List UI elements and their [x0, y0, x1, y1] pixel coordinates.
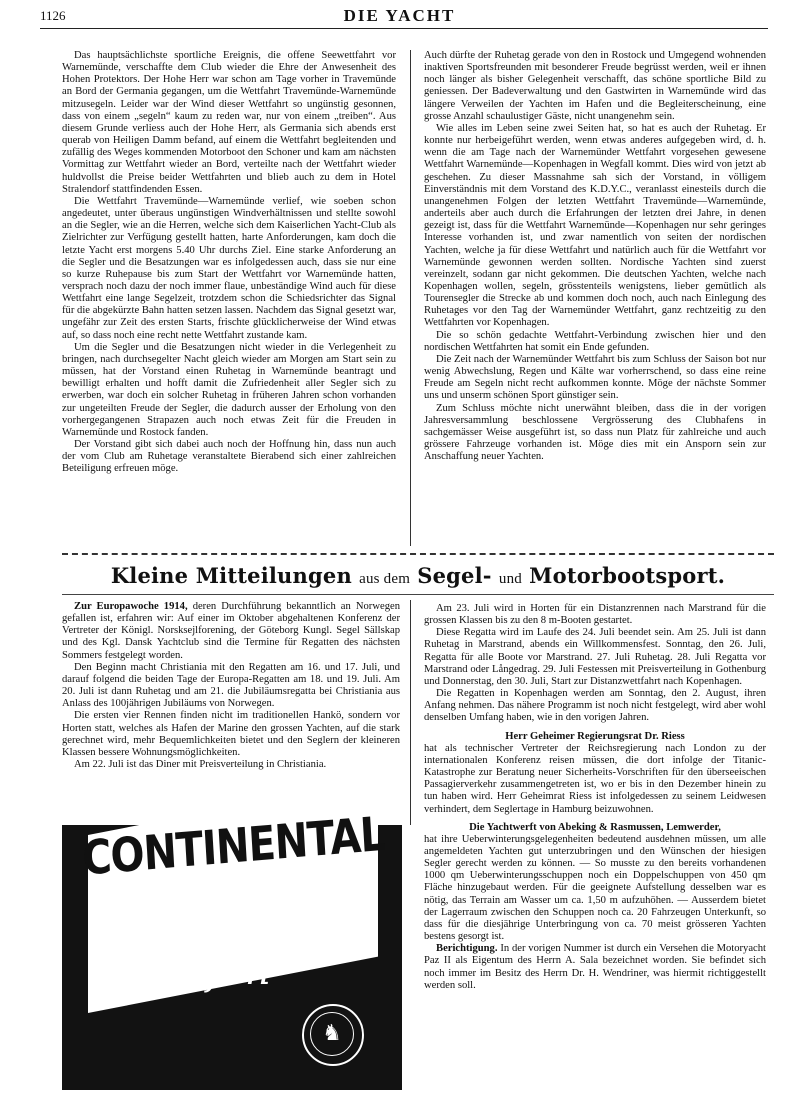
bottom-right-column [424, 603, 766, 992]
news-heading: Herr Geheimer Regierungsrat Dr. Riess [505, 730, 685, 742]
paragraph: Die Wettfahrt Travemünde—Warnemünde verlief, wie soeben schon angedeutet, unter überaus ungünstigen Windverhältnissen und stellte sowohl an die Segler, wie an die Herren, welche sich dem Kaiserlichen Yacht-Club als Zielrichter zur Verfügung gestellt hatten, harte Anforderungen, kam doch die letzte Yacht erst morgens 5.40 Uhr durchs Ziel. Eine starke Anforderung an die Segler und die Besatzungen war es infolgedessen auch, dass sie nur eine so kurze Ruhepause bis zum Start der Wettfahrt vor Warnemünde hatten, versprach noch dazu der noch immer flaue, unbeständige Wind auch für diese Wettfahrt eine lange Segelzeit, trotzdem schon die Schiedsrichter das Signal für die abgekürzte Bahn hatten setzen lassen. Nachdem das Signal gesetzt war, ungefähr zur Zeit des ersten Starts, frischte glücklicherweise der Wind etwas auf, so dass noch eine recht nette Wettfahrt zustande kam. [62, 195, 396, 341]
news-item [424, 943, 766, 992]
paragraph: Diese Regatta wird im Laufe des 24. Juli beendet sein. Am 25. Juli ist dann Ruhetag in Marstrand, abends ein Willkommensfest. Sonntag, den 26. Juli, Regatta für alle Boote vor Marstrand. 27. Juli Ruhetag. 28. Juli Regatta vor Marstrand oder Långedrag. 29. Juli Festessen mit Preisverteilung in Gothenburg und Donnerstag, den 30. Juli, Start zur Distanzwettfahrt nach Kopenhagen. [424, 627, 766, 687]
column-divider [410, 50, 411, 546]
news-heading: Die Yachtwerft von Abeking & Rasmussen, Lemwerder, [469, 821, 721, 833]
section-separator [62, 553, 774, 555]
header-rule [40, 28, 768, 29]
news-text: In der vorigen Nummer ist durch ein Versehen die Motoryacht Paz II als Eigentum des Herrn A. Sala bezeichnet worden. Sie befindet sich noch immer im Besitz des Herrn Dr. H. Wendriner, was hiermit richtiggestellt werden soll. [424, 943, 766, 991]
paragraph: Zum Schluss möchte nicht unerwähnt bleiben, dass die in der vorigen Jahresversammlung beschlossene Vergrösserung des Clubhafens in sachgemässer Weise ausgeführt ist, so dass nun Platz für zahlreiche und auch grössere Fahrzeuge vorhanden ist. Möge dies mit ein Ansporn sein zur Anschaffung neuer Yachten. [424, 402, 766, 463]
section-heading [62, 563, 774, 588]
paragraph: Um die Segler und die Besatzungen nicht wieder in die Verlegenheit zu bringen, nach durchsegelter Nacht gleich wieder am Morgen am Start sein zu müssen, hat der Vorstand einen Ruhetag in Warnemünde beantragt und bewilligt erhalten und hofft damit die Zufriedenheit aller Segler sich zu erwerben, war doch ein solcher Ruhetag in früheren Jahren schon vorhanden zur ungeteilten Freude der Segler, die dadurch ausser der Erholung von den vorhergegangenen Strapazen auch noch etwas Zeit für die Freuden in Warnemünde und Rostock fanden. [62, 341, 396, 438]
section-heading-part: Motorbootsport. [529, 563, 726, 588]
paragraph: Der Vorstand gibt sich dabei auch noch der Hoffnung hin, dass nun auch der vom Club am Ruhetage veranstaltete Bierabend sich einer zahlreichen Beteiligung erfreuen möge. [62, 439, 396, 475]
top-left-column [62, 50, 396, 475]
section-rule [62, 594, 774, 595]
news-text: hat als technischer Vertreter der Reichsregierung nach London zu der internationalen Konferenz reisen müssen, die dort infolge der Titanic-Katastrophe zur Beratung neuer Sicherheits-Vorschriften für den überseeischen Passagierverkehr zusammengetreten ist, wo er bis in den Dezember hinein zu tun haben wird. Herr Geheimrat Riess ist infolgedessen zu seinem Leidwesen verhindert, dem Seglertage in Hamburg beizuwohnen. [424, 742, 766, 815]
page-number: 1126 [40, 8, 66, 23]
column-divider [410, 600, 411, 825]
news-text: hat ihre Ueberwinterungsgelegenheiten bedeutend ausdehnen müssen, um alle angemeldeten Yachten gut unterzubringen und den Wünschen der hiesigen Segler gerecht werden zu können. — So musste zu den bereits vorhandenen 1000 qm Ueberwinterungsschuppen noch ein Doppelschuppen von 450 qm Fläche hinzugebaut werden. Für die geeignete Aufstellung desselben war es nötig, das Terrain am Wasser um ca. 1,50 m aufzuhöhen. — Ausserdem bietet der Lagerraum zwischen den Schuppen noch ca. 20 Fahrzeugen Unterkunft, so dass für die diesjährige Unterbringung von ca. 70 meist grösseren Yachten bestens gesorgt ist. [424, 833, 766, 943]
paragraph: Den Beginn macht Christiania mit den Regatten am 16. und 17. Juli, und darauf folgend die beiden Tage der Europa-Regatten am 18. und 19. Juli. Am 20. Juli ist dann Ruhetag und am 21. die Jubiläumsregatta bei Christiania aus Anlass des 100jährigen Jubiläums von Norwegen. [62, 661, 400, 710]
news-text: deren Durchführung bekanntlich an Norwegen gefallen ist, erfahren wir: Auf einer im Oktober abgehaltenen Konferenz der Vertreter der Königl. Norsksejlforening, der Göteborg Kungl. Segel Sällskap und des Kgl. Dansk Yachtclub sind die Termine für Regatten des nächsten Sommers festgelegt worden. [62, 601, 400, 661]
paragraph: Die Regatten in Kopenhagen werden am Sonntag, den 2. August, ihren Anfang nehmen. Das nähere Programm ist noch nicht festgelegt, wird aber wohl denselben Umfang haben, wie in den vorigen Jahren. [424, 688, 766, 724]
horse-icon: ♞ [310, 1012, 354, 1056]
paragraph: Die ersten vier Rennen finden nicht im traditionellen Hankö, sondern vor Horten statt, welches als Hafen der Marine den grossen Yachten, auf die stark gerechnet wird, mehr Bequemlichkeiten bietet und den Seglern der kleineren Klassen bessere Wohnungsmöglichkeiten. [62, 710, 400, 758]
news-lead: Zur Europawoche 1914, [74, 601, 188, 612]
top-right-column [424, 50, 766, 463]
ad-brand: CONTINENTAL [80, 807, 387, 887]
paragraph: Das hauptsächlichste sportliche Ereignis, die offene Seewettfahrt vor Warnemünde, verschaffte dem Club wieder die Ehre der Anwesenheit des Hohen Protektors. Der Hohe Herr war schon am Tage vorher in Travemünde an Bord der Germania gegangen, um die Wettfahrt Travemünde-Warnemünde mitzusegeln. Leider war der Wind dieser Wettfahrt so ungünstig gesonnen, dass von einem „segeln“ kaum zu reden war, nur von einem „treiben“. Aus diesem Grunde verliess auch der Hohe Herr, als Germania sich abends erst querab von Heiligen Damm befand, auf einem die Wettfahrt begleitenden und zufällig des Weges kommenden Motorboot den Schoner und kam am nächsten Vormittag zur Wettfahrt wieder an Bord, verteilte nach der Wettfahrt wieder huldvollst die Preise beider Wettfahrten und blieb auch zu dem in Hotel Stralendorf stattfindenden Essen. [62, 50, 396, 195]
paragraph: Wie alles im Leben seine zwei Seiten hat, so hat es auch der Ruhetag. Er konnte nur herbeigeführt werden, wenn etwas anderes aufgegeben wird, d. h. wenn die am Tage nach der Warnemünder Wettfahrt vorgesehen gewesene Wettfahrt Warnemünde—Kopenhagen in Wegfall kommt. Dies wird von jetzt ab geschehen. Zu dieser Massnahme sah sich der Vorstand, in völligem Einverständnis mit dem Vorstand des K.D.Y.C., veranlasst einesteils durch die unangenehmen Folgen der letzten Wettfahrt Travemünde—Warnemünde, anderteils aber auch durch die Erfahrungen der letzten drei Jahre, in denen gezeigt ist, dass für die Wettfahrt Warnemünde—Kopenhagen nur sehr geringes Interesse vorhanden ist, und zwar namentlich von seiten der nordischen Yachten, welche ja für diese Wettfahrt und natürlich auch für die Wettfahrt vor Warnemünde gewonnen werden sollten. Nordische Yachten sind zuerst vereinzelt, sodann gar nicht gekommen. Die deutschen Yachten, welche nach Kopenhagen wollen, segeln, grösstenteils wenigstens, lieber gemütlich als Tourensegler die Strecke ab und kommen doch noch, auch nach Einlegung des Ruhetages vor den Tag der Warnemünder Wettfahrt, ganz rechtzeitig zu den Wettfahrten vor Kopenhagen. [424, 122, 766, 329]
paragraph: Am 23. Juli wird in Horten für ein Distanzrennen nach Marstrand für die grossen Klassen bis zu den 8 m-Booten gestartet. [424, 603, 766, 627]
ad-slogan [140, 905, 272, 993]
news-lead: Berichtigung. [436, 943, 498, 955]
section-heading-part: Kleine Mitteilungen [110, 563, 352, 588]
news-item [62, 601, 400, 662]
paragraph: Auch dürfte der Ruhetag gerade von den in Rostock und Umgegend wohnenden inaktiven Sportsfreunden mit besonderer Freude begrüsst werden, weil er ihnen noch länger als bisher Gelegenheit verschafft, das schöne sportliche Bild zu geniessen. Der Badeverwaltung und den Gastwirten in Warnemünde wird das längere Verweilen der Yachten im Hafen und die Begleiterscheinung, eine grosse Anzahl schaulustiger Gäste, nicht unangenehm sein. [424, 50, 766, 122]
section-heading-part: und [498, 571, 522, 587]
running-title: DIE YACHT [343, 6, 456, 25]
paragraph: Am 22. Juli ist das Diner mit Preisverteilung in Christiania. [74, 759, 327, 771]
ad-slogan-line: Bester [140, 904, 273, 950]
bottom-left-column [62, 601, 400, 771]
section-heading-part: Segel- [417, 563, 492, 588]
paragraph: Die so schön gedachte Wettfahrt-Verbindung zwischen hier und den nordischen Wettfahrten hat somit ein Ende gefunden. [424, 329, 766, 353]
paragraph: Die Zeit nach der Warnemünder Wettfahrt bis zum Schluss der Saison bot nur wenig Abwechslung, Regen und Kälte war vorherrschend, so dass eine reine Freude am Segeln nicht recht aufkommen konnte. Möge der nächste Sommer uns und unserm schönen Sport günstiger sein. [424, 353, 766, 402]
section-heading-part: aus dem [359, 571, 411, 587]
ad-slogan-line: Reifen [140, 948, 271, 994]
